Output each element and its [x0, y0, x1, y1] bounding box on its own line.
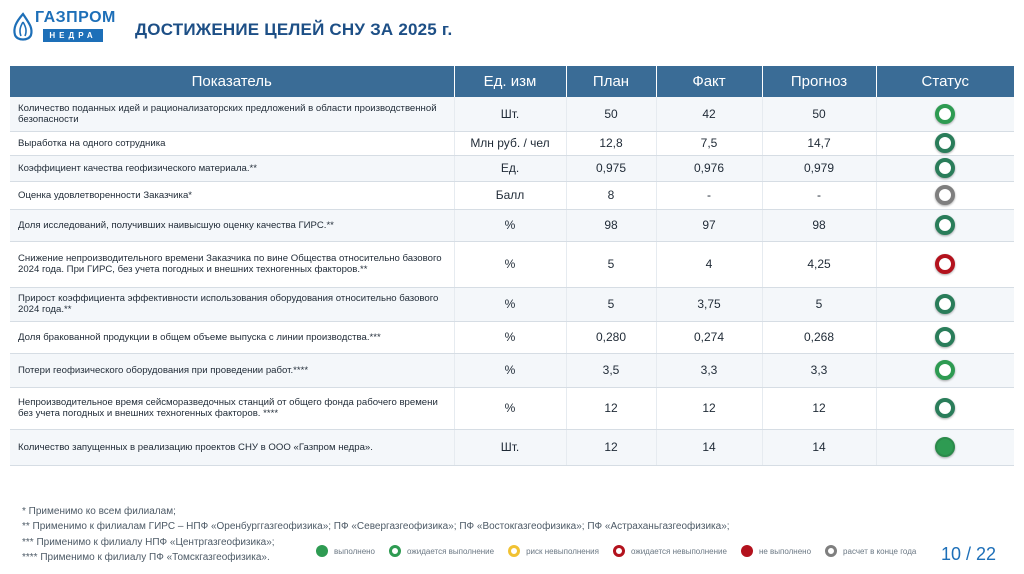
- table-row: [10, 429, 1014, 465]
- table-header-row: [10, 66, 1014, 97]
- kpi-table: [10, 66, 1014, 466]
- legend-item: [825, 545, 916, 557]
- legend-item: [613, 545, 727, 557]
- legend-item: [316, 545, 375, 557]
- status-cell: [876, 387, 1014, 429]
- table-row: [10, 155, 1014, 181]
- unit-cell: Шт.: [454, 97, 566, 131]
- indicator-cell: Снижение непроизводительного времени Заказчика по вине Общества относительно базового 2024 года. При ГИРС, без учета погодных и внешних техногенных факторов.**: [10, 241, 454, 287]
- indicator-cell: Потери геофизического оборудования при проведении работ.****: [10, 353, 454, 387]
- fact-cell: 42: [656, 97, 762, 131]
- table-row: [10, 321, 1014, 353]
- forecast-cell: 98: [762, 209, 876, 241]
- footnote: * Применимо ко всем филиалам;: [22, 506, 176, 517]
- table-row: [10, 387, 1014, 429]
- forecast-cell: 4,25: [762, 241, 876, 287]
- legend-status-icon: [508, 545, 520, 557]
- legend-item: [508, 545, 599, 557]
- forecast-cell: 3,3: [762, 353, 876, 387]
- status-cell: [876, 97, 1014, 131]
- plan-cell: 98: [566, 209, 656, 241]
- table-row: [10, 131, 1014, 155]
- plan-cell: 0,975: [566, 155, 656, 181]
- plan-cell: 12: [566, 429, 656, 465]
- status-indicator-icon: [935, 185, 955, 205]
- header: [0, 0, 1024, 62]
- legend-label: расчет в конце года: [843, 546, 917, 556]
- fact-cell: 0,274: [656, 321, 762, 353]
- indicator-cell: Оценка удовлетворенности Заказчика*: [10, 181, 454, 209]
- unit-cell: Шт.: [454, 429, 566, 465]
- page-title: ДОСТИЖЕНИЕ ЦЕЛЕЙ СНУ ЗА 2025 г.: [135, 20, 453, 39]
- indicator-cell: Доля бракованной продукции в общем объеме выпуска с линии производства.***: [10, 321, 454, 353]
- unit-cell: %: [454, 209, 566, 241]
- status-indicator-icon: [935, 437, 955, 457]
- unit-cell: Млн руб. / чел: [454, 131, 566, 155]
- unit-cell: %: [454, 321, 566, 353]
- header-indicator: Показатель: [10, 66, 454, 97]
- header-forecast: Прогноз: [762, 66, 876, 97]
- unit-cell: %: [454, 241, 566, 287]
- table-row: [10, 97, 1014, 131]
- forecast-cell: 0,979: [762, 155, 876, 181]
- status-indicator-icon: [935, 294, 955, 314]
- status-legend: [316, 545, 930, 557]
- legend-label: не выполнено: [758, 546, 812, 556]
- gazprom-nedra-logo: [8, 8, 116, 48]
- footnote: ** Применимо к филиалам ГИРС – НПФ «Оренбурггазгеофизика»; ПФ «Севергазгеофизика»; ПФ «Востокгазгеофизика»; ПФ «Астраханьгазгеофизика»;: [22, 521, 730, 533]
- legend-status-icon: [741, 545, 753, 557]
- legend-label: выполнено: [334, 546, 376, 556]
- table-row: [10, 209, 1014, 241]
- status-indicator-icon: [935, 327, 955, 347]
- forecast-cell: 5: [762, 287, 876, 321]
- unit-cell: %: [454, 287, 566, 321]
- table-body: [10, 97, 1014, 465]
- fact-cell: 12: [656, 387, 762, 429]
- fact-cell: 97: [656, 209, 762, 241]
- header-plan: План: [566, 66, 656, 97]
- legend-item: [389, 545, 494, 557]
- header-unit: Ед. изм: [454, 66, 566, 97]
- fact-cell: 3,75: [656, 287, 762, 321]
- logo-subtitle: НЕДРА: [43, 29, 103, 42]
- status-indicator-icon: [935, 215, 955, 235]
- status-cell: [876, 287, 1014, 321]
- indicator-cell: Доля исследований, получивших наивысшую оценку качества ГИРС.**: [10, 209, 454, 241]
- status-indicator-icon: [935, 398, 955, 418]
- fact-cell: 7,5: [656, 131, 762, 155]
- status-indicator-icon: [935, 254, 955, 274]
- forecast-cell: -: [762, 181, 876, 209]
- status-cell: [876, 353, 1014, 387]
- status-cell: [876, 321, 1014, 353]
- fact-cell: -: [656, 181, 762, 209]
- unit-cell: Балл: [454, 181, 566, 209]
- status-cell: [876, 209, 1014, 241]
- status-cell: [876, 241, 1014, 287]
- plan-cell: 8: [566, 181, 656, 209]
- footnote: **** Применимо к филиалу ПФ «Томскгазгеофизика».: [22, 552, 270, 564]
- legend-status-icon: [613, 545, 625, 557]
- kpi-table-wrapper: [10, 66, 1014, 466]
- forecast-cell: 12: [762, 387, 876, 429]
- status-indicator-icon: [935, 360, 955, 380]
- status-indicator-icon: [935, 104, 955, 124]
- table-row: [10, 181, 1014, 209]
- plan-cell: 50: [566, 97, 656, 131]
- status-cell: [876, 131, 1014, 155]
- legend-item: [741, 545, 811, 557]
- indicator-cell: Непроизводительное время сейсморазведочных станций от общего фонда рабочего времени без учета погодных и внешних техногенных факторов. ****: [10, 387, 454, 429]
- forecast-cell: 50: [762, 97, 876, 131]
- indicator-cell: Прирост коэффициента эффективности использования оборудования относительно базового 2024 года.**: [10, 287, 454, 321]
- legend-label: ожидается выполнение: [407, 546, 495, 556]
- plan-cell: 5: [566, 241, 656, 287]
- plan-cell: 3,5: [566, 353, 656, 387]
- unit-cell: %: [454, 353, 566, 387]
- status-cell: [876, 155, 1014, 181]
- status-indicator-icon: [935, 158, 955, 178]
- forecast-cell: 14,7: [762, 131, 876, 155]
- indicator-cell: Количество поданных идей и рационализаторских предложений в области производственной безопасности: [10, 97, 454, 131]
- forecast-cell: 0,268: [762, 321, 876, 353]
- plan-cell: 0,280: [566, 321, 656, 353]
- plan-cell: 5: [566, 287, 656, 321]
- fact-cell: 4: [656, 241, 762, 287]
- logo-wordmark: ГАЗПРОМ: [35, 9, 116, 26]
- forecast-cell: 14: [762, 429, 876, 465]
- legend-status-icon: [389, 545, 401, 557]
- indicator-cell: Коэффициент качества геофизического материала.**: [10, 155, 454, 181]
- page-number: 10 / 22: [940, 544, 996, 564]
- table-row: [10, 287, 1014, 321]
- status-cell: [876, 429, 1014, 465]
- flame-icon: [10, 12, 36, 44]
- legend-status-icon: [825, 545, 837, 557]
- indicator-cell: Выработка на одного сотрудника: [10, 131, 454, 155]
- legend-status-icon: [316, 545, 328, 557]
- table-row: [10, 241, 1014, 287]
- unit-cell: %: [454, 387, 566, 429]
- header-status: Статус: [876, 66, 1014, 97]
- unit-cell: Ед.: [454, 155, 566, 181]
- plan-cell: 12: [566, 387, 656, 429]
- legend-label: риск невыполнения: [526, 546, 599, 556]
- status-cell: [876, 181, 1014, 209]
- fact-cell: 0,976: [656, 155, 762, 181]
- fact-cell: 14: [656, 429, 762, 465]
- plan-cell: 12,8: [566, 131, 656, 155]
- status-indicator-icon: [935, 133, 955, 153]
- header-fact: Факт: [656, 66, 762, 97]
- fact-cell: 3,3: [656, 353, 762, 387]
- footnote: *** Применимо к филиалу НПФ «Центргазгеофизика»;: [22, 536, 275, 548]
- legend-label: ожидается невыполнение: [630, 546, 727, 556]
- table-row: [10, 353, 1014, 387]
- indicator-cell: Количество запущенных в реализацию проектов СНУ в ООО «Газпром недра».: [10, 429, 454, 465]
